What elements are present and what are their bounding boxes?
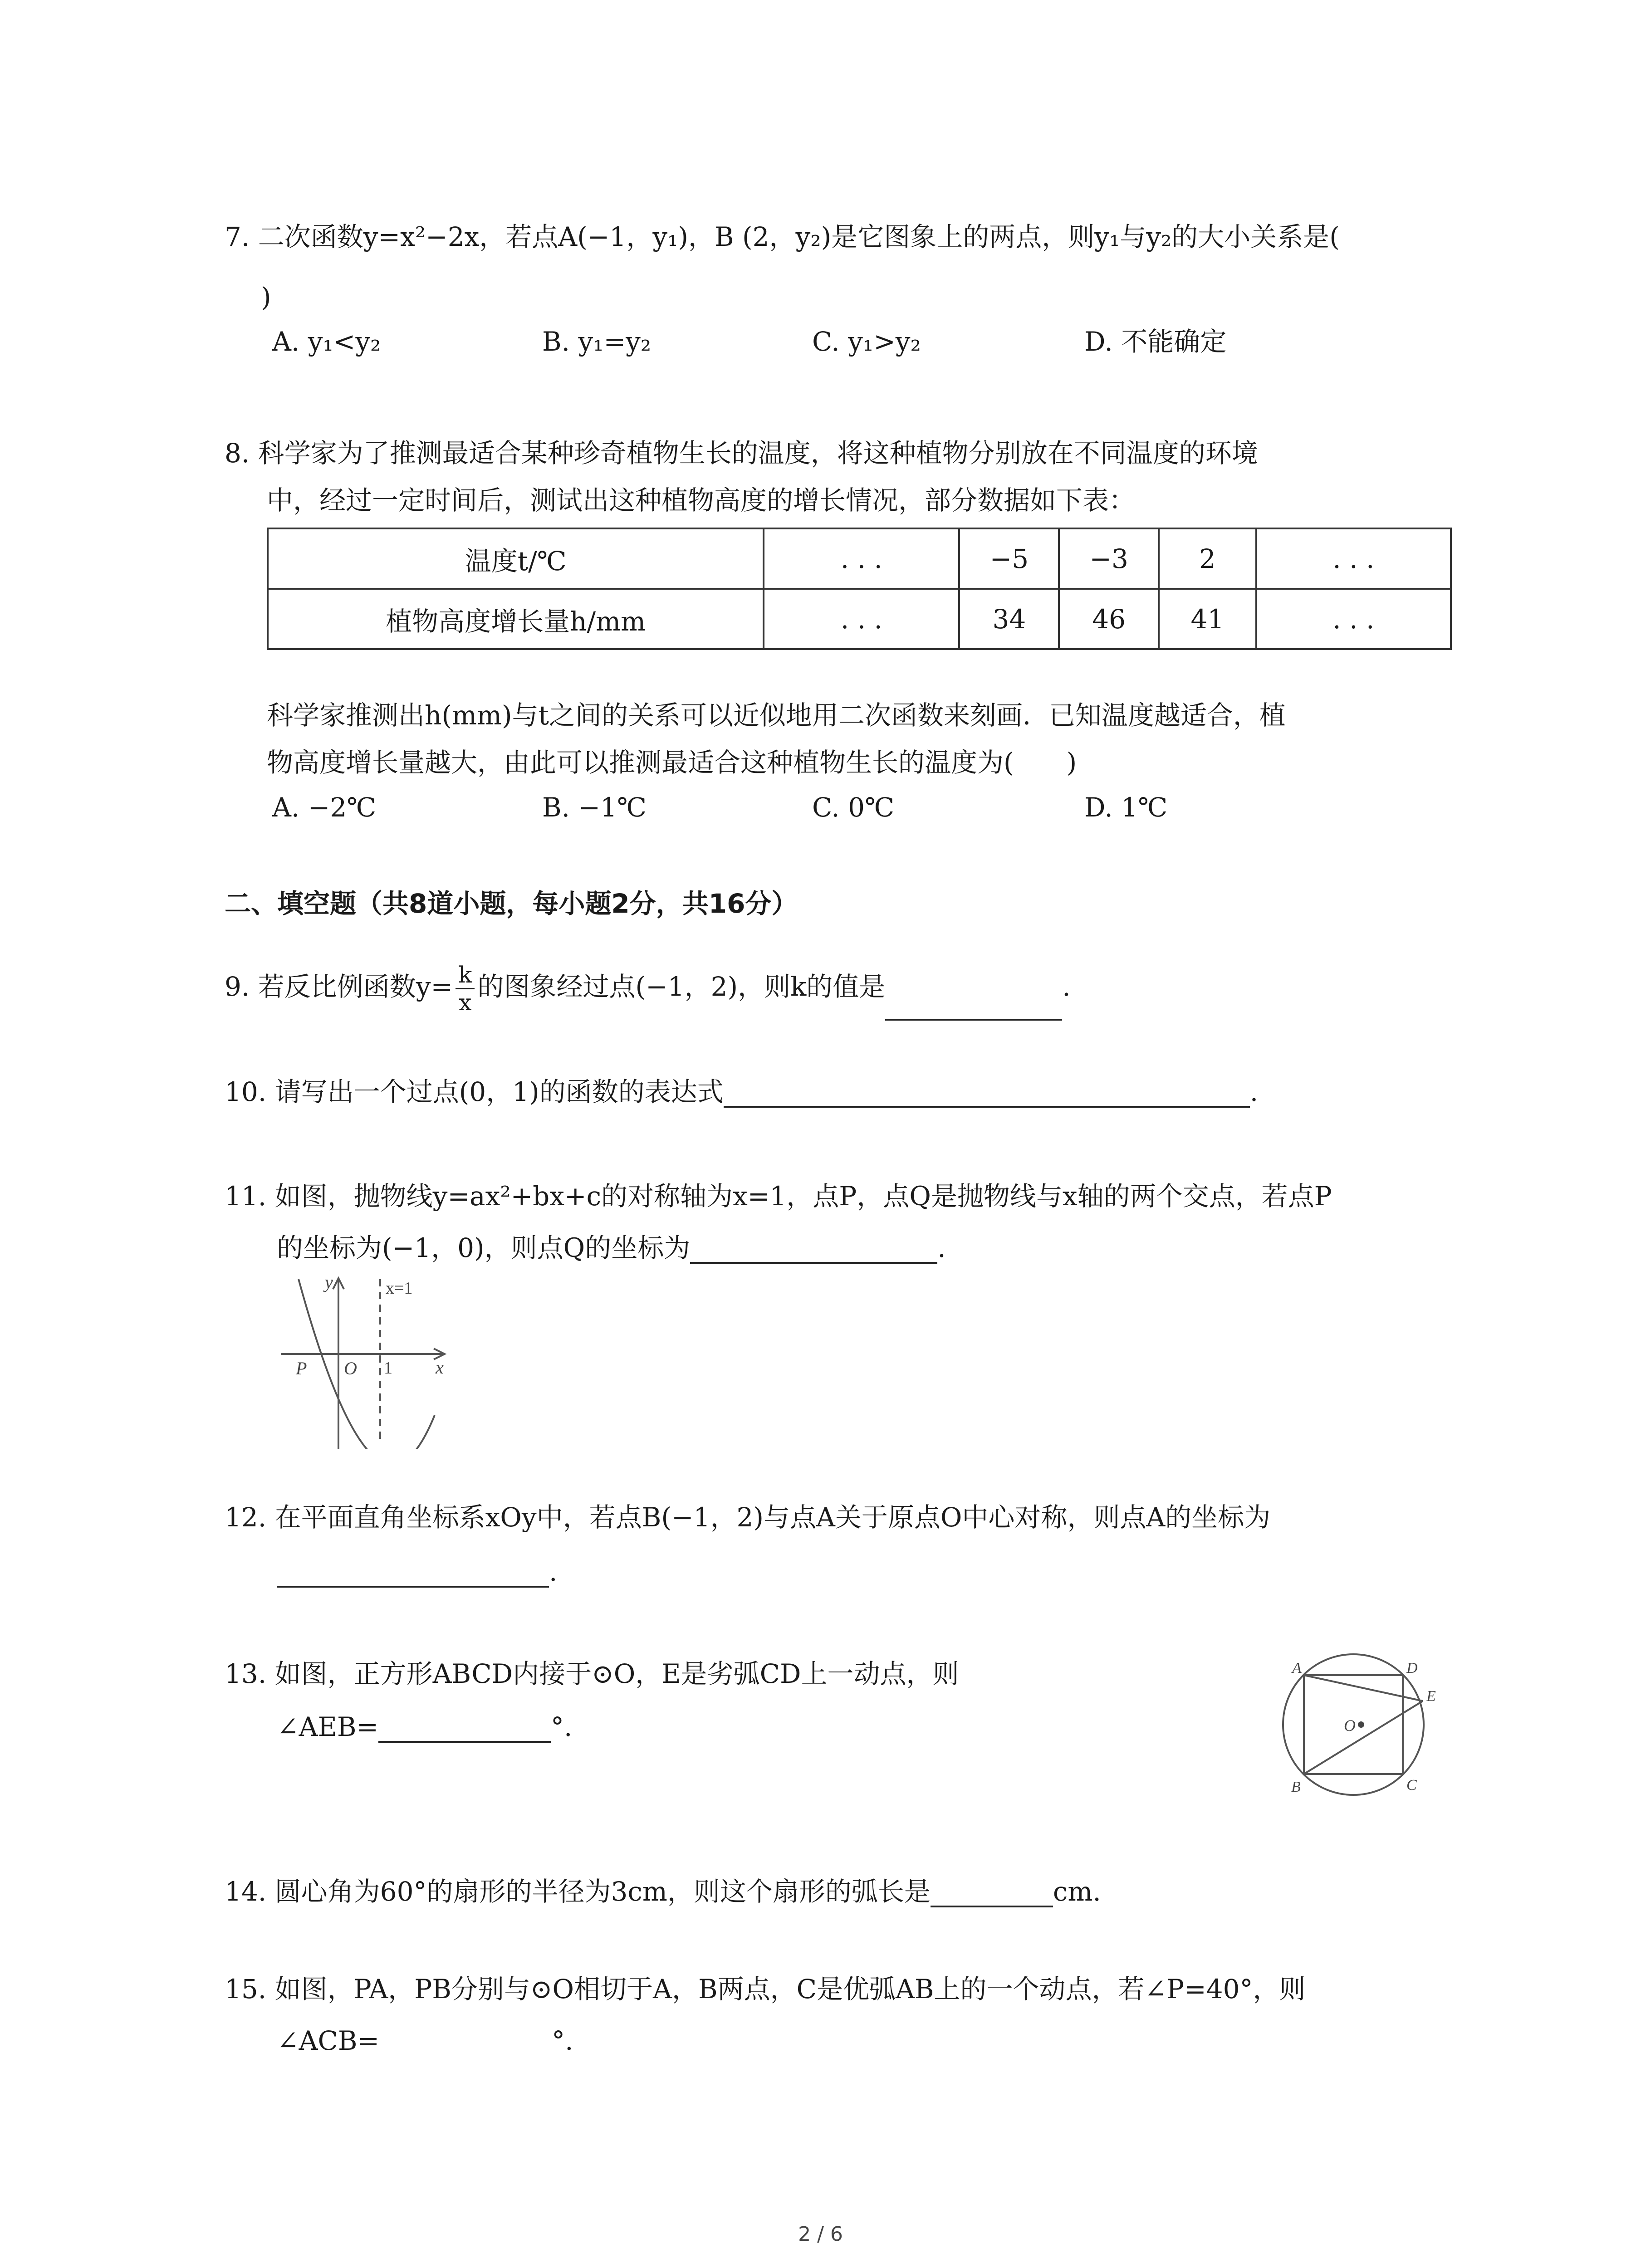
table-cell: 34	[959, 589, 1059, 649]
table-cell: 温度t/℃	[268, 528, 764, 589]
q15-end: °.	[552, 2025, 573, 2056]
q10-answer-blank[interactable]	[724, 1080, 1250, 1108]
q9-fraction	[456, 962, 475, 1016]
table-row	[268, 589, 1451, 649]
q8-stem-4: 物高度增长量越大，由此可以推测最适合这种植物生长的温度为( )	[267, 747, 1077, 778]
q13-answer-blank[interactable]	[378, 1716, 551, 1743]
q14-text: 14. 圆心角为60°的扇形的半径为3cm，则这个扇形的弧长是	[225, 1876, 931, 1907]
q14-answer-blank[interactable]	[931, 1880, 1053, 1907]
y-axis-label: y	[325, 1272, 333, 1292]
q11-stem-2	[277, 1232, 946, 1264]
vertex-d-label: D	[1406, 1660, 1418, 1677]
q10-end: .	[1249, 1076, 1259, 1107]
q9-fraction-denominator: x	[459, 989, 472, 1016]
symmetry-axis-label: x=1	[386, 1279, 413, 1298]
q12-answer-line	[277, 1556, 557, 1588]
q7-option-a[interactable]: A. y₁<y₂	[272, 326, 381, 357]
origin-label: O	[344, 1358, 357, 1378]
table-cell: . . .	[764, 528, 959, 589]
q13-stem: 13. 如图，正方形ABCD内接于⊙O，E是劣弧CD上一动点，则	[225, 1658, 959, 1689]
q8-stem-2: 中，经过一定时间后，测试出这种植物高度的增长情况，部分数据如下表：	[267, 485, 1136, 516]
page-number: 2 / 6	[798, 2223, 843, 2246]
q7-option-c[interactable]: C. y₁>y₂	[812, 326, 921, 357]
q14-stem	[225, 1876, 1101, 1907]
q7-option-d[interactable]: D. 不能确定	[1084, 326, 1227, 357]
q8-stem-1: 8. 科学家为了推测最适合某种珍奇植物生长的温度，将这种植物分别放在不同温度的环境	[225, 438, 1258, 469]
parabola-curve	[299, 1279, 435, 1449]
q8-option-b[interactable]: B. −1℃	[542, 792, 647, 823]
table-cell: . . .	[764, 589, 959, 649]
q8-stem-3: 科学家推测出h(mm)与t之间的关系可以近似地用二次函数来刻画．已知温度越适合，植	[267, 700, 1286, 731]
q9-end: .	[1062, 971, 1071, 1002]
vertex-a-label: A	[1292, 1660, 1302, 1677]
q9-text-post: 的图象经过点(−1，2)，则k的值是	[477, 971, 886, 1002]
segment-be	[1304, 1701, 1423, 1774]
q8-data-table	[267, 528, 1452, 650]
q7-option-b[interactable]: B. y₁=y₂	[542, 326, 652, 357]
table-row	[268, 528, 1451, 589]
point-p-label: P	[296, 1358, 307, 1378]
q7-stem: 7. 二次函数y=x²−2x，若点A(−1，y₁)，B (2，y₂)是它图象上的两点，则y₁与y₂的大小关系是(	[225, 221, 1340, 252]
q13-answer-line	[277, 1711, 572, 1743]
tick-one-label: 1	[384, 1359, 392, 1378]
table-cell: 41	[1159, 589, 1256, 649]
q11-parabola-figure	[281, 1270, 454, 1449]
vertex-b-label: B	[1291, 1779, 1301, 1795]
table-cell: 植物高度增长量h/mm	[268, 589, 764, 649]
table-cell: . . .	[1256, 528, 1451, 589]
q9-text-pre: 9. 若反比例函数y=	[225, 971, 453, 1002]
q11-text: 的坐标为(−1，0)，则点Q的坐标为	[277, 1232, 691, 1263]
q10-stem	[225, 1076, 1258, 1108]
q15-answer-line	[277, 2025, 573, 2057]
q9-fraction-numerator: k	[456, 962, 475, 989]
q12-end: .	[549, 1556, 558, 1587]
point-e-label: E	[1426, 1688, 1436, 1705]
table-cell: −3	[1059, 528, 1159, 589]
q15-stem: 15. 如图，PA，PB分别与⊙O相切于A，B两点，C是优弧AB上的一个动点，若∠P=40°，则	[225, 1974, 1306, 2004]
q9-answer-blank[interactable]	[885, 993, 1062, 1021]
x-axis-label: x	[436, 1357, 444, 1378]
q11-stem-1: 11. 如图，抛物线y=ax²+bx+c的对称轴为x=1，点P，点Q是抛物线与x轴的两个交点，若点P	[225, 1181, 1332, 1212]
q11-end: .	[937, 1232, 946, 1263]
q12-answer-blank[interactable]	[277, 1560, 549, 1588]
q13-angle-text: ∠AEB=	[277, 1711, 379, 1742]
q11-answer-blank[interactable]	[690, 1237, 937, 1264]
vertex-c-label: C	[1406, 1777, 1417, 1794]
table-cell: 2	[1159, 528, 1256, 589]
table-cell: 46	[1059, 589, 1159, 649]
table-cell: −5	[959, 528, 1059, 589]
q13-circle-figure	[1270, 1651, 1461, 1801]
q8-option-a[interactable]: A. −2℃	[272, 792, 377, 823]
center-o-label: O	[1344, 1716, 1356, 1735]
q7-stem-close: )	[261, 282, 271, 313]
segment-ae	[1304, 1675, 1423, 1701]
q10-text: 10. 请写出一个过点(0，1)的函数的表达式	[225, 1076, 724, 1107]
q12-stem: 12. 在平面直角坐标系xOy中，若点B(−1，2)与点A关于原点O中心对称，则点A的坐标为	[225, 1502, 1271, 1533]
q15-angle-text: ∠ACB=	[277, 2025, 380, 2056]
q14-unit: cm.	[1053, 1876, 1101, 1907]
section-heading: 二、填空题（共8道小题，每小题2分，共16分）	[225, 888, 798, 919]
q8-option-d[interactable]: D. 1℃	[1084, 792, 1168, 823]
q9-stem	[225, 953, 1071, 1021]
q8-option-c[interactable]: C. 0℃	[812, 792, 894, 823]
center-dot	[1358, 1721, 1364, 1728]
table-cell: . . .	[1256, 589, 1451, 649]
q13-end: °.	[551, 1711, 573, 1742]
